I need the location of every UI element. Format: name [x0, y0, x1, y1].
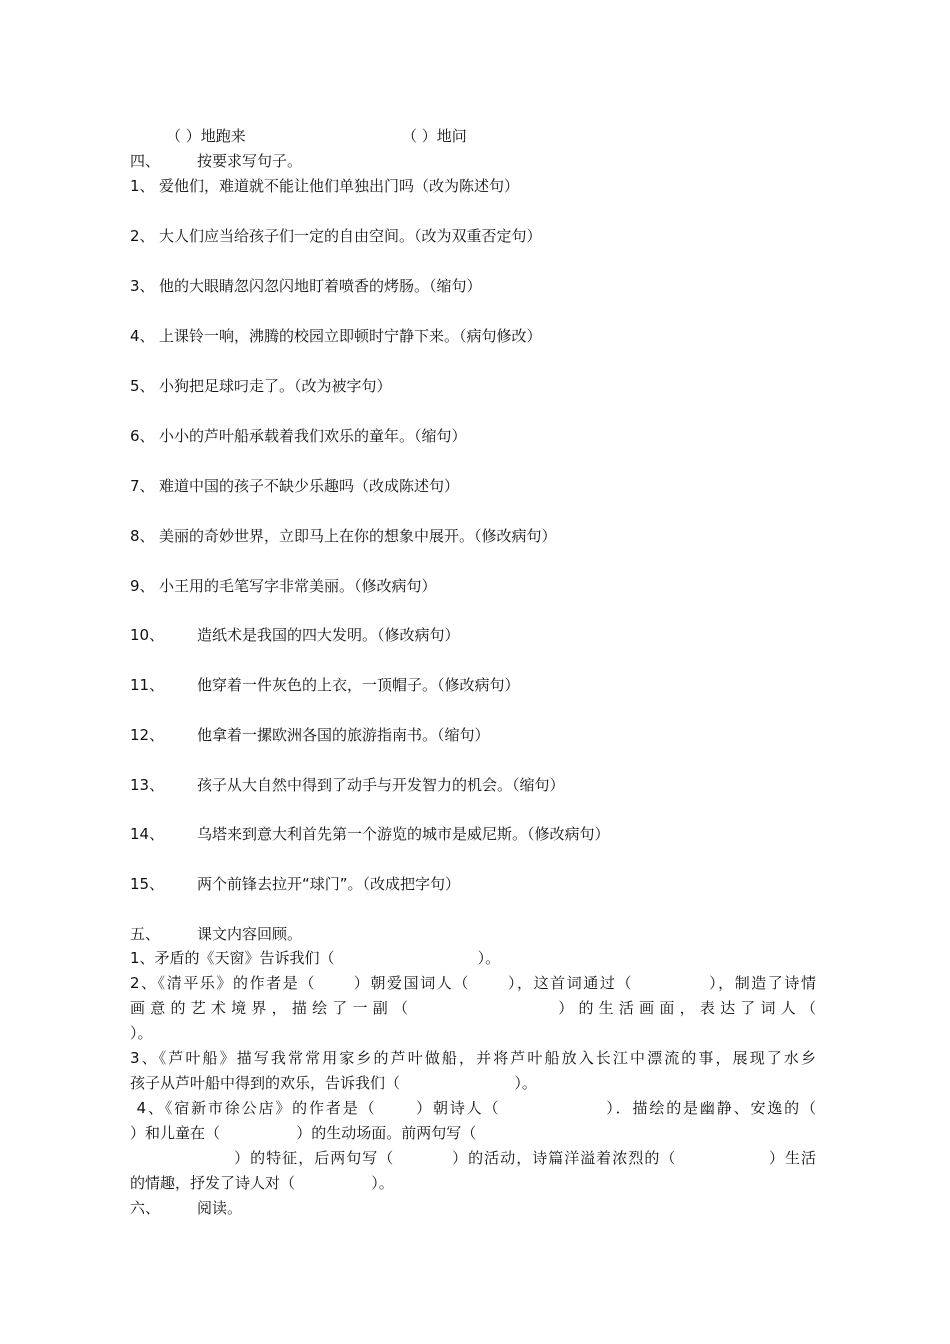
question-number: 15、 [130, 875, 165, 893]
question-item [130, 775, 565, 795]
fill-blank-line-right: （ ）地问 [402, 127, 467, 145]
question-text: 造纸术是我国的四大发明。（修改病句） [197, 626, 460, 644]
question-number: 3、 [130, 277, 155, 295]
question-number: 8、 [130, 527, 155, 545]
review-line: ）和儿童在（ ）的生动场面。前两句写（ [130, 1124, 477, 1142]
question-text: 他拿着一摞欧洲各国的旅游指南书。（缩句） [197, 726, 490, 744]
question-number: 9、 [130, 577, 155, 595]
review-line: 4、《宿新市徐公店》的作者是（ ）朝诗人（ ）．描绘的是幽静、安逸的（ [130, 1099, 816, 1117]
question-text: 他穿着一件灰色的上衣，一顶帽子。（修改病句） [197, 676, 520, 694]
review-line: 画 意 的 艺 术 境 界 ， 描 绘 了 一 副 （ ） 的 生 活 画 面 ， 表 达 了 词 人 （ [130, 999, 816, 1017]
question-text: 爱他们，难道就不能让他们单独出门吗（改为陈述句） [159, 177, 520, 195]
question-text: 大人们应当给孩子们一定的自由空间。（改为双重否定句） [159, 227, 542, 245]
section-title: 按要求写句子。 [197, 152, 303, 170]
review-line: 孩子从芦叶船中得到的欢乐，告诉我们（ ）。 [130, 1074, 537, 1092]
question-text: 小王用的毛笔写字非常美丽。（修改病句） [159, 577, 437, 595]
review-line: 2、《清平乐》的作者是（ ）朝爱国词人（ ），这首词通过（ ），制造了诗情 [130, 974, 816, 992]
section-title: 阅读。 [197, 1199, 243, 1217]
question-text: 他的大眼睛忽闪忽闪地盯着喷香的烤肠。（缩句） [159, 277, 482, 295]
question-item [130, 675, 520, 695]
question-number: 10、 [130, 626, 165, 644]
question-item [130, 874, 460, 894]
review-line: ）的特征，后两句写（ ）的活动，诗篇洋溢着浓烈的（ ）生活 [130, 1149, 816, 1167]
question-item [130, 576, 437, 596]
question-item [130, 725, 490, 745]
fill-blank-line-left: （ ）地跑来 [166, 127, 246, 145]
question-text: 难道中国的孩子不缺少乐趣吗（改成陈述句） [159, 477, 460, 495]
question-text: 两个前锋去拉开“球门”。（改成把字句） [197, 875, 461, 893]
question-item [130, 226, 542, 246]
question-text: 美丽的奇妙世界，立即马上在你的想象中展开。（修改病句） [159, 527, 557, 545]
section-heading-4 [130, 151, 302, 171]
question-number: 13、 [130, 776, 165, 794]
question-number: 14、 [130, 825, 165, 843]
question-number: 4、 [130, 327, 155, 345]
section-number: 五、 [130, 925, 161, 943]
question-number: 12、 [130, 726, 165, 744]
question-item [130, 176, 519, 196]
review-line: 1、矛盾的《天窗》告诉我们（ ）。 [130, 949, 501, 967]
question-item [130, 326, 542, 346]
question-item [130, 526, 557, 546]
section-heading-6 [130, 1198, 242, 1218]
question-item [130, 426, 467, 446]
question-item [130, 276, 482, 296]
review-line: 的情趣，抒发了诗人对（ ）。 [130, 1174, 394, 1192]
question-text: 乌塔来到意大利首先第一个游览的城市是威尼斯。（修改病句） [197, 825, 610, 843]
question-text: 孩子从大自然中得到了动手与开发智力的机会。（缩句） [197, 776, 565, 794]
question-item [130, 625, 460, 645]
section-title: 课文内容回顾。 [197, 925, 303, 943]
question-item [130, 376, 392, 396]
section-number: 四、 [130, 152, 161, 170]
question-item [130, 476, 459, 496]
question-number: 6、 [130, 427, 155, 445]
question-text: 小狗把足球叼走了。（改为被字句） [159, 377, 392, 395]
question-number: 1、 [130, 177, 155, 195]
question-number: 2、 [130, 227, 155, 245]
review-line: 3、《芦叶船》描写我常常用家乡的芦叶做船，并将芦叶船放入长江中漂流的事，展现了水乡 [130, 1049, 816, 1067]
question-number: 7、 [130, 477, 155, 495]
question-item [130, 824, 610, 844]
section-heading-5 [130, 924, 302, 944]
question-text: 上课铃一响，沸腾的校园立即顿时宁静下来。（病句修改） [159, 327, 542, 345]
question-number: 5、 [130, 377, 155, 395]
question-text: 小小的芦叶船承载着我们欢乐的童年。（缩句） [159, 427, 467, 445]
review-line: ）。 [130, 1024, 153, 1042]
question-number: 11、 [130, 676, 165, 694]
section-number: 六、 [130, 1199, 161, 1217]
